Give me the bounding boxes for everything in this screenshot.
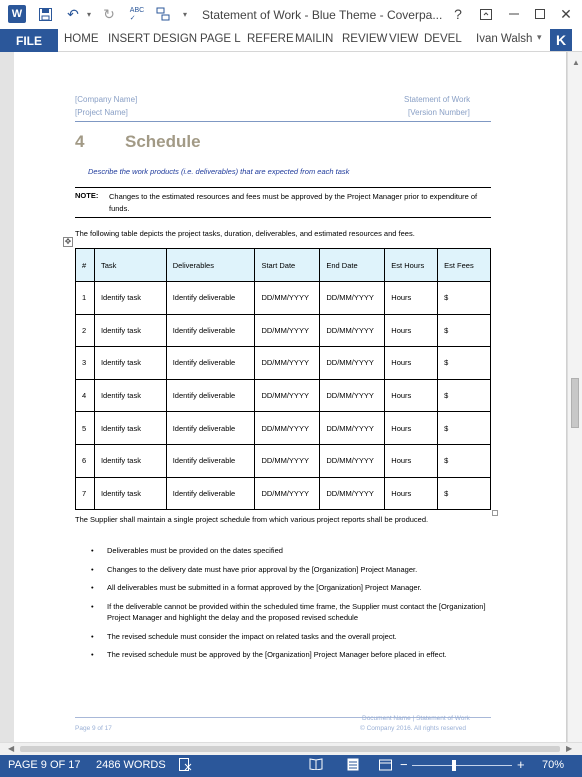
table-cell[interactable]: DD/MM/YYYY <box>255 314 320 347</box>
undo-icon[interactable]: ↶ <box>67 5 79 22</box>
status-bar <box>0 755 582 777</box>
requirements-list <box>91 545 491 668</box>
close-icon[interactable]: ✕ <box>560 5 572 22</box>
tab-page-layout[interactable]: PAGE L <box>200 33 241 45</box>
web-layout-icon[interactable] <box>378 758 392 772</box>
table-cell[interactable]: Hours <box>385 444 438 477</box>
ribbon-display-icon[interactable] <box>476 4 496 24</box>
proofing-icon[interactable] <box>178 758 192 772</box>
table-cell[interactable]: Identify deliverable <box>166 444 255 477</box>
table-row <box>76 314 491 347</box>
table-cell[interactable]: $ <box>438 444 491 477</box>
tab-mailings[interactable]: MAILIN <box>295 33 334 45</box>
table-cell[interactable]: 4 <box>76 379 95 412</box>
horizontal-scrollbar[interactable] <box>0 742 582 755</box>
table-row <box>76 282 491 315</box>
column-header: Deliverables <box>166 249 255 282</box>
table-cell[interactable]: DD/MM/YYYY <box>320 379 385 412</box>
table-cell[interactable]: DD/MM/YYYY <box>255 347 320 380</box>
column-header: Task <box>94 249 166 282</box>
table-cell[interactable]: DD/MM/YYYY <box>255 282 320 315</box>
table-cell[interactable]: Hours <box>385 412 438 445</box>
table-intro: The following table depicts the project tasks, duration, deliverables, and estimated resources and fees. <box>75 229 415 238</box>
tab-references[interactable]: REFERE <box>247 33 294 45</box>
table-cell[interactable]: $ <box>438 314 491 347</box>
tab-view[interactable]: VIEW <box>389 33 419 45</box>
zoom-slider-thumb[interactable] <box>452 760 456 771</box>
section-description: Describe the work products (i.e. deliverables) that are expected from each task <box>88 167 350 176</box>
table-cell[interactable]: 3 <box>76 347 95 380</box>
table-row <box>76 379 491 412</box>
layout-icon[interactable] <box>154 5 172 23</box>
title-bar <box>0 0 582 29</box>
table-move-handle-icon[interactable]: ✥ <box>64 237 72 246</box>
vertical-scrollbar[interactable] <box>567 52 582 742</box>
zoom-in-button[interactable]: + <box>517 757 525 772</box>
document-page[interactable] <box>14 52 567 742</box>
table-cell[interactable]: Identify task <box>94 282 166 315</box>
header-project-name: [Project Name] <box>75 108 128 117</box>
table-row <box>76 444 491 477</box>
table-cell[interactable]: Identify deliverable <box>166 412 255 445</box>
table-cell[interactable]: Identify task <box>94 347 166 380</box>
zoom-level[interactable]: 70% <box>542 759 565 771</box>
print-layout-icon[interactable] <box>346 758 360 772</box>
table-cell[interactable]: DD/MM/YYYY <box>255 477 320 510</box>
scroll-up-icon[interactable]: ▲ <box>572 58 580 67</box>
table-cell[interactable]: $ <box>438 282 491 315</box>
table-cell[interactable]: $ <box>438 477 491 510</box>
list-item: • The revised schedule must consider the impact on related tasks and the overall project. <box>91 631 491 643</box>
read-mode-icon[interactable] <box>309 758 323 772</box>
help-icon[interactable]: ? <box>454 6 462 22</box>
table-cell[interactable]: Identify deliverable <box>166 379 255 412</box>
note-text: Changes to the estimated resources and fees must be approved by the Project Manager prior to expenditure of funds. <box>109 192 478 213</box>
table-row <box>76 347 491 380</box>
zoom-slider[interactable] <box>412 765 512 766</box>
table-cell[interactable]: Identify task <box>94 444 166 477</box>
list-item: • Deliverables must be provided on the dates specified <box>91 545 491 557</box>
tab-review[interactable]: REVIEW <box>342 33 388 45</box>
list-item: • Changes to the delivery date must have prior approval by the [Organization] Project Manager. <box>91 564 491 576</box>
column-header: Est Hours <box>385 249 438 282</box>
user-name[interactable]: Ivan Walsh <box>476 33 533 45</box>
table-cell[interactable]: Identify deliverable <box>166 314 255 347</box>
vertical-scroll-thumb[interactable] <box>571 378 579 428</box>
table-cell[interactable]: DD/MM/YYYY <box>320 347 385 380</box>
table-resize-handle[interactable] <box>492 510 498 516</box>
ribbon-tabs <box>0 29 582 52</box>
list-item: • If the deliverable cannot be provided within the scheduled time frame, the Supplier must contact the [Organization] Project Manager and highlight the delay and the proposed revised schedule <box>91 601 491 624</box>
table-cell[interactable]: Hours <box>385 347 438 380</box>
scroll-right-icon[interactable]: ▶ <box>566 744 573 753</box>
table-cell[interactable]: 2 <box>76 314 95 347</box>
scroll-left-icon[interactable]: ◀ <box>8 744 15 753</box>
table-cell[interactable]: Hours <box>385 282 438 315</box>
table-cell[interactable]: $ <box>438 412 491 445</box>
table-cell[interactable]: Identify deliverable <box>166 282 255 315</box>
footer-document-name: Document Name | Statement of Work <box>362 715 470 722</box>
schedule-table <box>75 248 491 510</box>
tab-file[interactable]: FILE <box>0 29 58 52</box>
spelling-icon[interactable]: ABC ✓ <box>129 6 145 22</box>
table-cell[interactable]: Identify task <box>94 477 166 510</box>
section-number: 4 <box>75 132 85 151</box>
footer-page-number: Page 9 of 17 <box>75 725 112 732</box>
tab-insert[interactable]: INSERT <box>108 33 150 45</box>
table-cell[interactable]: DD/MM/YYYY <box>320 282 385 315</box>
note-label: NOTE: <box>75 191 99 200</box>
column-header: Est Fees <box>438 249 491 282</box>
table-cell[interactable]: Identify deliverable <box>166 477 255 510</box>
table-cell[interactable]: DD/MM/YYYY <box>255 444 320 477</box>
word-count[interactable]: 2486 WORDS <box>96 759 166 771</box>
horizontal-scroll-thumb[interactable] <box>20 746 560 752</box>
page-indicator[interactable]: PAGE 9 OF 17 <box>8 759 81 771</box>
list-item: • All deliverables must be submitted in a format approved by the [Organization] Project Manager. <box>91 582 491 594</box>
tab-home[interactable]: HOME <box>64 33 99 45</box>
table-cell[interactable]: Identify task <box>94 379 166 412</box>
table-cell[interactable]: $ <box>438 379 491 412</box>
column-header: End Date <box>320 249 385 282</box>
table-cell[interactable]: 1 <box>76 282 95 315</box>
header-divider <box>75 121 491 122</box>
table-cell[interactable]: DD/MM/YYYY <box>320 412 385 445</box>
table-cell[interactable]: Hours <box>385 477 438 510</box>
column-header: Start Date <box>255 249 320 282</box>
table-row <box>76 412 491 445</box>
note-bottom-rule <box>75 217 491 218</box>
word-logo-icon[interactable]: W <box>8 5 26 23</box>
section-title: Schedule <box>125 132 201 151</box>
tab-design[interactable]: DESIGN <box>153 33 198 45</box>
table-cell[interactable]: 6 <box>76 444 95 477</box>
header-company-name: [Company Name] <box>75 95 138 104</box>
customize-qat-icon[interactable]: ▾ <box>182 9 187 19</box>
table-header-row <box>76 249 491 282</box>
table-cell[interactable]: $ <box>438 347 491 380</box>
table-cell[interactable]: Identify task <box>94 412 166 445</box>
redo-icon[interactable]: ↻ <box>103 5 115 22</box>
user-dropdown-icon[interactable]: ▾ <box>537 32 542 42</box>
header-document-type: Statement of Work <box>404 95 471 104</box>
column-header: # <box>76 249 95 282</box>
header-version-number: [Version Number] <box>408 108 470 117</box>
list-item: • The revised schedule must be approved by the [Organization] Project Manager before placed in effect. <box>91 649 491 661</box>
document-title: Statement of Work - Blue Theme - Coverpa... <box>202 8 443 22</box>
table-cell[interactable]: DD/MM/YYYY <box>255 379 320 412</box>
footer-copyright: © Company 2016. All rights reserved <box>360 725 466 732</box>
table-cell[interactable]: Identify task <box>94 314 166 347</box>
table-cell[interactable]: 7 <box>76 477 95 510</box>
table-cell[interactable]: Hours <box>385 314 438 347</box>
note-top-rule <box>75 187 491 188</box>
table-cell[interactable]: DD/MM/YYYY <box>320 477 385 510</box>
restore-icon[interactable] <box>530 4 550 24</box>
minimize-icon[interactable] <box>504 4 524 24</box>
tab-developer[interactable]: DEVEL <box>424 33 462 45</box>
document-workspace <box>0 52 582 755</box>
save-icon[interactable] <box>36 5 54 23</box>
table-cell[interactable]: DD/MM/YYYY <box>320 444 385 477</box>
avatar[interactable]: K <box>550 29 572 51</box>
table-cell[interactable]: Identify deliverable <box>166 347 255 380</box>
table-row <box>76 477 491 510</box>
table-cell[interactable]: DD/MM/YYYY <box>320 314 385 347</box>
table-cell[interactable]: Hours <box>385 379 438 412</box>
undo-dropdown-icon[interactable]: ▾ <box>86 9 91 19</box>
schedule-paragraph: The Supplier shall maintain a single project schedule from which various project reports shall be produced. <box>75 515 429 524</box>
table-cell[interactable]: DD/MM/YYYY <box>255 412 320 445</box>
table-cell[interactable]: 5 <box>76 412 95 445</box>
zoom-out-button[interactable]: − <box>400 757 408 772</box>
